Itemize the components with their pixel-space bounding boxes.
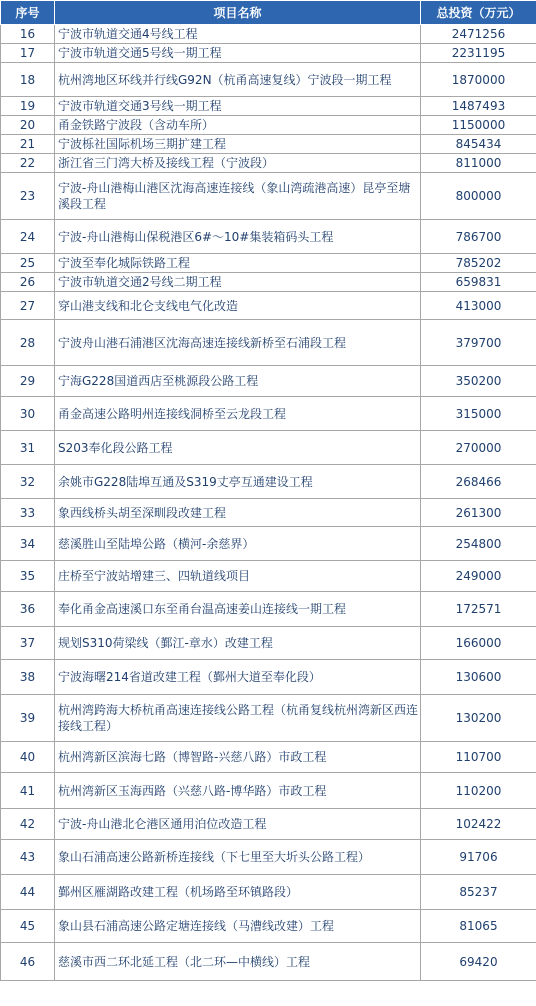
investment-cell: 785202 <box>421 254 536 273</box>
table-row <box>1 154 536 173</box>
header-row <box>1 1 536 25</box>
row-number-cell: 38 <box>1 660 55 695</box>
project-name-cell: 宁波-舟山港梅山港区沈海高速连接线（象山湾疏港高速）昆亭至塘溪段工程 <box>55 173 421 220</box>
row-number-cell: 19 <box>1 97 55 116</box>
row-number-cell: 45 <box>1 910 55 943</box>
project-name-cell: 宁波栎社国际机场三期扩建工程 <box>55 135 421 154</box>
project-name-cell: 象山石浦高速公路新桥连接线（下七里至大圻头公路工程） <box>55 840 421 875</box>
header-no: 序号 <box>1 1 55 25</box>
table-row <box>1 273 536 292</box>
table-row <box>1 592 536 627</box>
investment-cell: 261300 <box>421 499 536 527</box>
table-row <box>1 63 536 97</box>
table-row <box>1 135 536 154</box>
project-name-cell: S203奉化段公路工程 <box>55 431 421 465</box>
project-name-cell: 慈溪市西二环北延工程（北二环—中横线）工程 <box>55 943 421 981</box>
row-number-cell: 33 <box>1 499 55 527</box>
investment-cell: 2471256 <box>421 25 536 44</box>
row-number-cell: 39 <box>1 695 55 742</box>
project-name-cell: 宁波市轨道交通2号线二期工程 <box>55 273 421 292</box>
investment-cell: 811000 <box>421 154 536 173</box>
row-number-cell: 17 <box>1 44 55 63</box>
table-row <box>1 254 536 273</box>
investment-cell: 800000 <box>421 173 536 220</box>
investment-cell: 69420 <box>421 943 536 981</box>
header-total-investment: 总投资（万元） <box>421 1 536 25</box>
investment-cell: 2231195 <box>421 44 536 63</box>
header-project-name: 项目名称 <box>55 1 421 25</box>
table-row <box>1 875 536 910</box>
table-row <box>1 943 536 981</box>
project-name-cell: 象西线桥头胡至深甽段改建工程 <box>55 499 421 527</box>
investment-cell: 110700 <box>421 742 536 773</box>
table-row <box>1 695 536 742</box>
row-number-cell: 31 <box>1 431 55 465</box>
table-row <box>1 809 536 840</box>
project-name-cell: 宁波海曙214省道改建工程（鄞州大道至奉化段） <box>55 660 421 695</box>
table-row <box>1 527 536 561</box>
project-name-cell: 宁波市轨道交通4号线工程 <box>55 25 421 44</box>
table-row <box>1 292 536 320</box>
project-name-cell: 规划S310荷梁线（鄞江-章水）改建工程 <box>55 627 421 660</box>
row-number-cell: 46 <box>1 943 55 981</box>
investment-cell: 350200 <box>421 366 536 397</box>
project-name-cell: 奉化甬金高速溪口东至甬台温高速姜山连接线一期工程 <box>55 592 421 627</box>
investment-cell: 110200 <box>421 773 536 809</box>
row-number-cell: 43 <box>1 840 55 875</box>
investment-cell: 845434 <box>421 135 536 154</box>
row-number-cell: 20 <box>1 116 55 135</box>
row-number-cell: 42 <box>1 809 55 840</box>
project-name-cell: 宁海G228国道西店至桃源段公路工程 <box>55 366 421 397</box>
investment-cell: 413000 <box>421 292 536 320</box>
project-name-cell: 鄞州区雁湖路改建工程（机场路至环镇路段） <box>55 875 421 910</box>
project-name-cell: 宁波-舟山港北仑港区通用泊位改造工程 <box>55 809 421 840</box>
table-body <box>1 25 536 981</box>
table-row <box>1 431 536 465</box>
table-row <box>1 366 536 397</box>
project-name-cell: 象山县石浦高速公路定塘连接线（马漕线改建）工程 <box>55 910 421 943</box>
table-row <box>1 220 536 254</box>
row-number-cell: 25 <box>1 254 55 273</box>
investment-cell: 130200 <box>421 695 536 742</box>
project-name-cell: 浙江省三门湾大桥及接线工程（宁波段） <box>55 154 421 173</box>
table-row <box>1 173 536 220</box>
table-row <box>1 25 536 44</box>
table-row <box>1 320 536 366</box>
investment-cell: 268466 <box>421 465 536 499</box>
project-name-cell: 宁波至奉化城际铁路工程 <box>55 254 421 273</box>
row-number-cell: 36 <box>1 592 55 627</box>
table-row <box>1 499 536 527</box>
row-number-cell: 27 <box>1 292 55 320</box>
project-name-cell: 庄桥至宁波站增建三、四轨道线项目 <box>55 561 421 592</box>
investment-cell: 81065 <box>421 910 536 943</box>
row-number-cell: 32 <box>1 465 55 499</box>
investment-cell: 1150000 <box>421 116 536 135</box>
table-row <box>1 840 536 875</box>
investment-cell: 786700 <box>421 220 536 254</box>
table-row <box>1 660 536 695</box>
project-name-cell: 杭州湾跨海大桥杭甬高速连接线公路工程（杭甬复线杭州湾新区西连接线工程） <box>55 695 421 742</box>
investment-cell: 270000 <box>421 431 536 465</box>
project-name-cell: 宁波市轨道交通3号线一期工程 <box>55 97 421 116</box>
table-row <box>1 910 536 943</box>
investment-cell: 254800 <box>421 527 536 561</box>
table-row <box>1 742 536 773</box>
project-name-cell: 慈溪胜山至陆埠公路（横河-余慈界） <box>55 527 421 561</box>
investment-cell: 91706 <box>421 840 536 875</box>
row-number-cell: 37 <box>1 627 55 660</box>
project-name-cell: 穿山港支线和北仑支线电气化改造 <box>55 292 421 320</box>
row-number-cell: 21 <box>1 135 55 154</box>
investment-cell: 249000 <box>421 561 536 592</box>
investment-cell: 1870000 <box>421 63 536 97</box>
project-name-cell: 余姚市G228陆埠互通及S319丈亭互通建设工程 <box>55 465 421 499</box>
project-name-cell: 宁波-舟山港梅山保税港区6#～10#集装箱码头工程 <box>55 220 421 254</box>
project-name-cell: 杭州湾地区环线并行线G92N（杭甬高速复线）宁波段一期工程 <box>55 63 421 97</box>
investment-cell: 85237 <box>421 875 536 910</box>
project-name-cell: 宁波市轨道交通5号线一期工程 <box>55 44 421 63</box>
row-number-cell: 28 <box>1 320 55 366</box>
table-row <box>1 97 536 116</box>
investment-cell: 166000 <box>421 627 536 660</box>
project-name-cell: 宁波舟山港石浦港区沈海高速连接线新桥至石浦段工程 <box>55 320 421 366</box>
project-name-cell: 甬金高速公路明州连接线洞桥至云龙段工程 <box>55 397 421 431</box>
row-number-cell: 24 <box>1 220 55 254</box>
row-number-cell: 22 <box>1 154 55 173</box>
investment-cell: 172571 <box>421 592 536 627</box>
table-row <box>1 561 536 592</box>
investment-cell: 659831 <box>421 273 536 292</box>
row-number-cell: 40 <box>1 742 55 773</box>
table-row <box>1 397 536 431</box>
row-number-cell: 16 <box>1 25 55 44</box>
row-number-cell: 18 <box>1 63 55 97</box>
project-name-cell: 杭州湾新区玉海西路（兴慈八路-博华路）市政工程 <box>55 773 421 809</box>
row-number-cell: 35 <box>1 561 55 592</box>
row-number-cell: 41 <box>1 773 55 809</box>
table-row <box>1 627 536 660</box>
investment-cell: 130600 <box>421 660 536 695</box>
table-row <box>1 44 536 63</box>
table-row <box>1 773 536 809</box>
table-row <box>1 465 536 499</box>
investment-cell: 379700 <box>421 320 536 366</box>
row-number-cell: 34 <box>1 527 55 561</box>
project-name-cell: 甬金铁路宁波段（含动车所） <box>55 116 421 135</box>
row-number-cell: 23 <box>1 173 55 220</box>
investment-cell: 102422 <box>421 809 536 840</box>
row-number-cell: 44 <box>1 875 55 910</box>
row-number-cell: 29 <box>1 366 55 397</box>
table-row <box>1 116 536 135</box>
investment-cell: 1487493 <box>421 97 536 116</box>
project-name-cell: 杭州湾新区滨海七路（博智路-兴慈八路）市政工程 <box>55 742 421 773</box>
investment-cell: 315000 <box>421 397 536 431</box>
row-number-cell: 26 <box>1 273 55 292</box>
row-number-cell: 30 <box>1 397 55 431</box>
